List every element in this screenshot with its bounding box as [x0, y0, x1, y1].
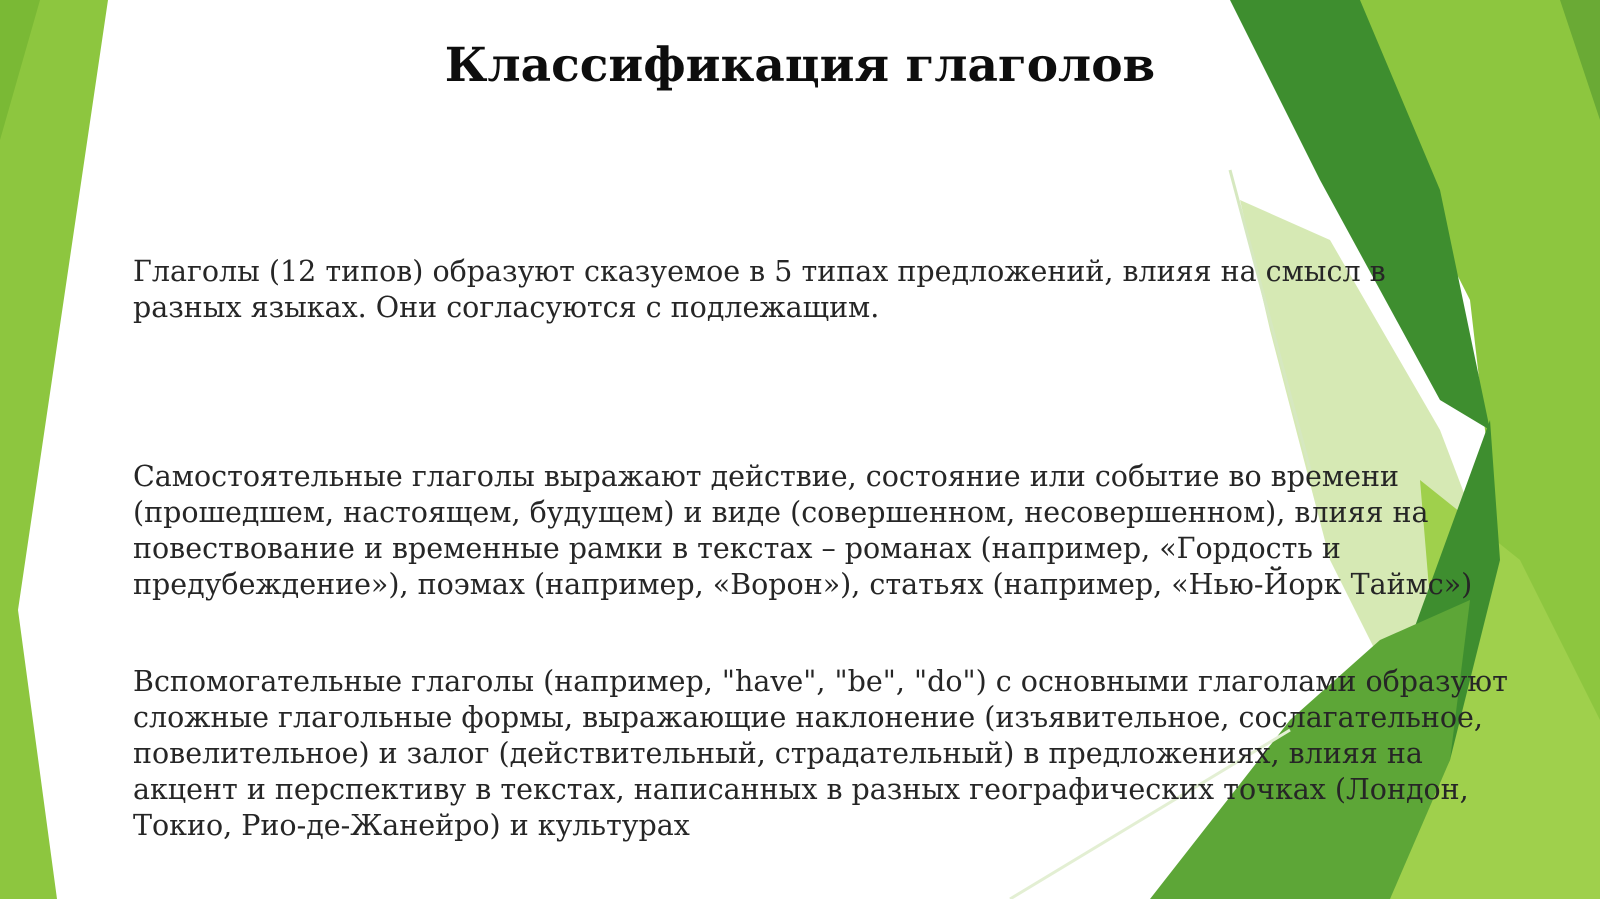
- slide-title: Классификация глаголов: [444, 38, 1156, 93]
- paragraph-line: повествование и временные рамки в текстах – романах (например, «Гордость и: [133, 532, 1341, 565]
- paragraph-line: разных языках. Они согласуются с подлежащим.: [133, 291, 880, 324]
- paragraph-line: Самостоятельные глаголы выражают действие, состояние или событие во времени: [133, 460, 1399, 493]
- paragraph-verbs-overview: [133, 254, 1533, 326]
- paragraph-line: повелительное) и залог (действительный, страдательный) в предложениях, влияя на: [133, 737, 1423, 770]
- paragraph-line: сложные глагольные формы, выражающие наклонение (изъявительное, сослагательное,: [133, 701, 1483, 734]
- paragraph-line: акцент и перспективу в текстах, написанных в разных географических точках (Лондон,: [133, 773, 1469, 806]
- paragraph-independent-verbs: [133, 459, 1533, 603]
- paragraph-line: (прошедшем, настоящем, будущем) и виде (совершенном, несовершенном), влияя на: [133, 496, 1429, 529]
- left-accent-shape: [0, 0, 108, 899]
- paragraph-line: предубеждение»), поэмах (например, «Ворон»), статьях (например, «Нью-Йорк Таймс»): [133, 568, 1473, 601]
- paragraph-auxiliary-verbs: [133, 664, 1533, 844]
- paragraph-line: Глаголы (12 типов) образуют сказуемое в 5 типах предложений, влияя на смысл в: [133, 255, 1386, 288]
- paragraph-line: Вспомогательные глаголы (например, "have", "be", "do") с основными глаголами образуют: [133, 665, 1508, 698]
- paragraph-line: Токио, Рио-де-Жанейро) и культурах: [133, 809, 690, 842]
